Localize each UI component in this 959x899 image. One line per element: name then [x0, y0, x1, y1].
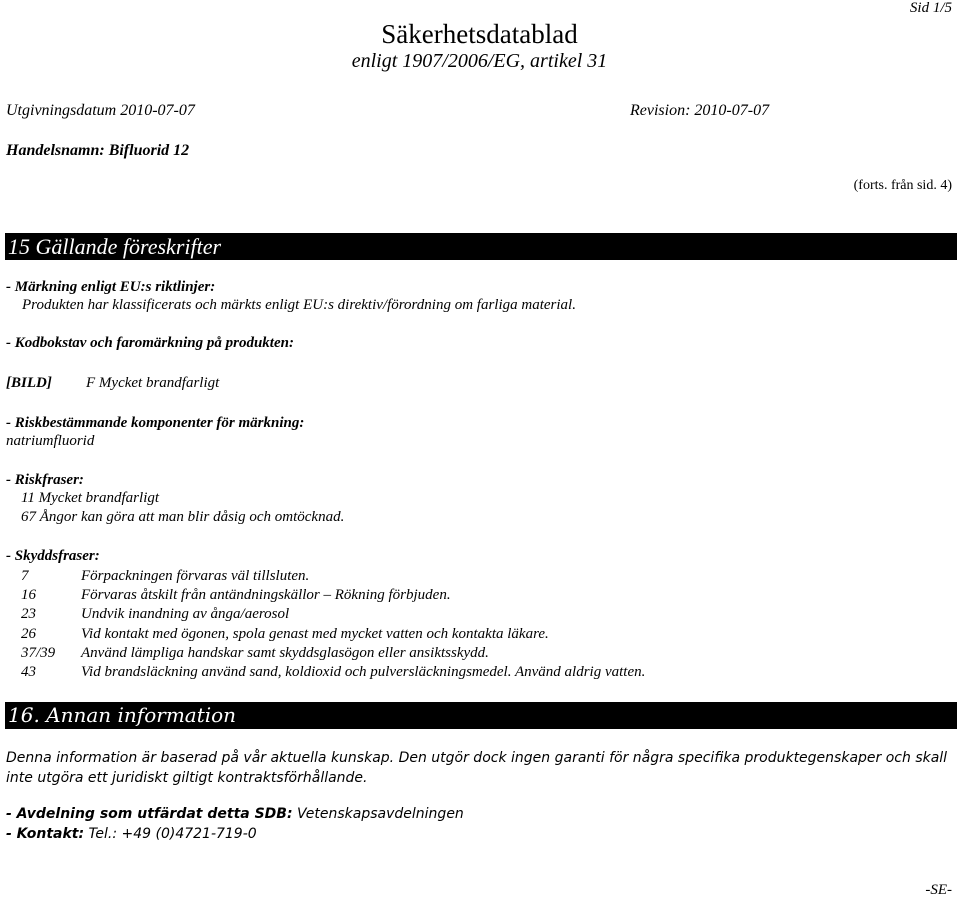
hazard-symbol: F Mycket brandfarligt [86, 375, 220, 391]
safety-phrase [21, 606, 289, 623]
section-16-heading: 16. Annan information [5, 702, 957, 729]
safety-phrase-code: 7 [21, 568, 29, 584]
safety-phrase-code: 37/39 [21, 645, 56, 661]
safety-phrase [21, 568, 309, 585]
risk-label: - Riskfraser: [6, 472, 84, 488]
contact-line [6, 826, 257, 842]
safety-phrase-text: Förpackningen förvaras väl tillsluten. [81, 568, 310, 584]
safety-phrase [21, 626, 549, 643]
safety-phrase-code: 23 [21, 606, 36, 622]
info-text: Denna information är baserad på vår aktuella kunskap. Den utgör dock ingen garanti för några specifika produktegenskaper och skall inte utgöra ett juridiskt giltigt kontraktsförhållande. [6, 750, 948, 786]
revision-date: Revision: 2010-07-07 [630, 102, 770, 119]
trade-name: Handelsnamn: Bifluorid 12 [6, 142, 190, 159]
safety-phrase-text: Undvik inandning av ånga/aerosol [81, 606, 290, 622]
risk-phrase: 11 Mycket brandfarligt [21, 490, 160, 506]
department-value: Vetenskapsavdelningen [297, 806, 464, 822]
risk-phrase: 67 Ångor kan göra att man blir dåsig och omtöcknad. [21, 509, 345, 525]
components-label: - Riskbestämmande komponenter för märkning: [6, 415, 305, 431]
document-title: Säkerhetsdatablad [381, 19, 578, 49]
safety-phrase-text: Förvaras åtskilt från antändningskällor – Rökning förbjuden. [81, 587, 451, 603]
issue-date: Utgivningsdatum 2010-07-07 [6, 102, 195, 119]
eu-text: Produkten har klassificerats och märkts enligt EU:s direktiv/förordning om farliga material. [22, 297, 576, 313]
safety-phrase [21, 587, 451, 604]
safety-phrase-code: 26 [21, 626, 36, 642]
eu-label: - Märkning enligt EU:s riktlinjer: [6, 279, 216, 295]
code-label: - Kodbokstav och faromärkning på produkten: [6, 335, 294, 351]
safety-phrase [21, 664, 645, 681]
components-value: natriumfluorid [6, 433, 95, 449]
contact-value: Tel.: +49 (0)4721-719-0 [88, 826, 257, 842]
image-placeholder: [BILD] [6, 375, 52, 391]
safety-phrase-code: 43 [21, 664, 36, 680]
safety-phrase [21, 645, 489, 662]
document-subtitle: enligt 1907/2006/EG, artikel 31 [351, 50, 608, 72]
continued-note: (forts. från sid. 4) [853, 178, 952, 193]
contact-label: - Kontakt: [6, 826, 85, 842]
department-label: - Avdelning som utfärdat detta SDB: [6, 806, 293, 822]
language-code: -SE- [925, 882, 952, 898]
department-line [6, 806, 464, 822]
page-number: Sid 1/5 [909, 0, 952, 16]
safety-phrase-text: Vid brandsläckning använd sand, koldioxid och pulversläckningsmedel. Använd aldrig vatten. [81, 664, 646, 680]
section-15-heading: 15 Gällande föreskrifter [5, 233, 957, 260]
safety-label: - Skyddsfraser: [6, 548, 100, 564]
safety-phrase-code: 16 [21, 587, 36, 603]
safety-phrase-text: Vid kontakt med ögonen, spola genast med mycket vatten och kontakta läkare. [81, 626, 549, 642]
safety-phrase-text: Använd lämpliga handskar samt skyddsglasögon eller ansiktsskydd. [81, 645, 489, 661]
